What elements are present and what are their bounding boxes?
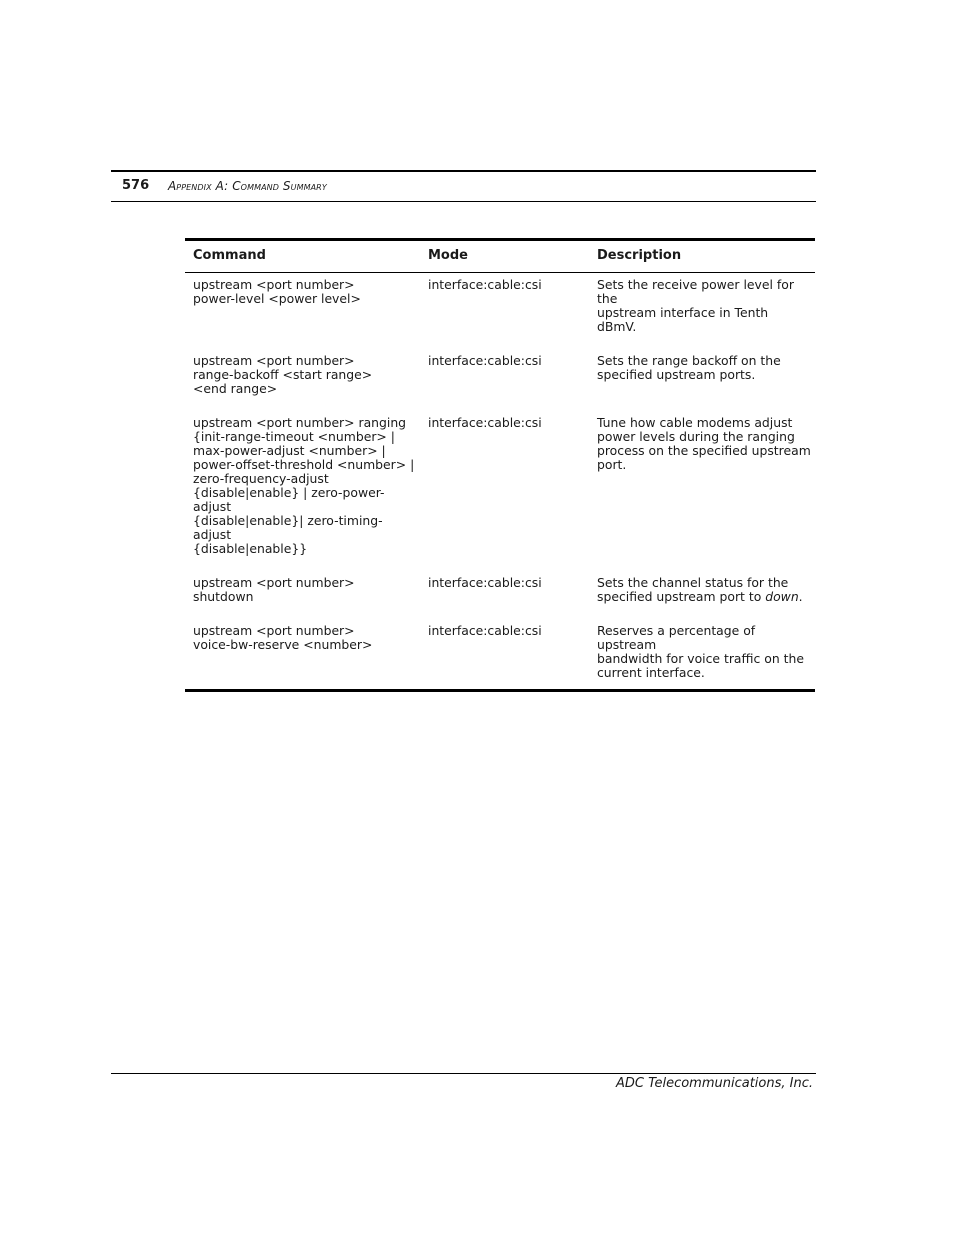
table-row <box>185 619 815 691</box>
page-number: 576 <box>122 178 150 193</box>
description-cell <box>589 571 815 619</box>
header-rule-top <box>111 170 816 172</box>
column-header-mode: Mode <box>420 240 589 273</box>
command-cell: upstream <port number> power-level <power level> <box>193 277 361 306</box>
mode-cell: interface:cable:csi <box>428 277 542 292</box>
mode-cell: interface:cable:csi <box>428 415 542 430</box>
column-header-command: Command <box>185 240 420 273</box>
mode-cell: interface:cable:csi <box>428 575 542 590</box>
command-cell: upstream <port number> voice-bw-reserve <number> <box>193 623 373 652</box>
footer-publisher: ADC Telecommunications, Inc. <box>616 1076 813 1091</box>
description-text: Sets the channel status for the specified upstream port to <box>597 575 789 604</box>
command-table-wrapper <box>185 238 815 692</box>
footer-rule <box>111 1073 816 1074</box>
description-cell: Reserves a percentage of upstream bandwidth for voice traffic on the current interface. <box>597 623 804 680</box>
command-table <box>185 238 815 692</box>
description-emphasis: down <box>765 589 799 604</box>
running-head: Appendix A: Command Summary <box>168 179 327 193</box>
mode-cell: interface:cable:csi <box>428 353 542 368</box>
description-punctuation: . <box>798 589 803 604</box>
table-row <box>185 411 815 571</box>
table-row <box>185 273 815 350</box>
mode-cell: interface:cable:csi <box>428 623 542 638</box>
command-cell: upstream <port number> range-backoff <start range> <end range> <box>193 353 373 396</box>
command-cell: upstream <port number> shutdown <box>193 575 355 604</box>
command-cell: upstream <port number> ranging {init-range-timeout <number> | max-power-adjust <number> | power-offset-threshold <number> | zero-frequency-adjust {disable|enable} | zero-power-adjust {disable|enable}| zero-timing-adjust {disable|enable}} <box>193 415 415 556</box>
table-row <box>185 571 815 619</box>
column-header-description: Description <box>589 240 815 273</box>
table-row <box>185 349 815 411</box>
description-cell: Sets the receive power level for the upstream interface in Tenth dBmV. <box>597 277 794 334</box>
header-rule-bottom <box>111 201 816 202</box>
table-header-row <box>185 240 815 273</box>
description-cell: Tune how cable modems adjust power levels during the ranging process on the specified upstream port. <box>597 415 811 472</box>
description-cell: Sets the range backoff on the specified upstream ports. <box>597 353 781 382</box>
